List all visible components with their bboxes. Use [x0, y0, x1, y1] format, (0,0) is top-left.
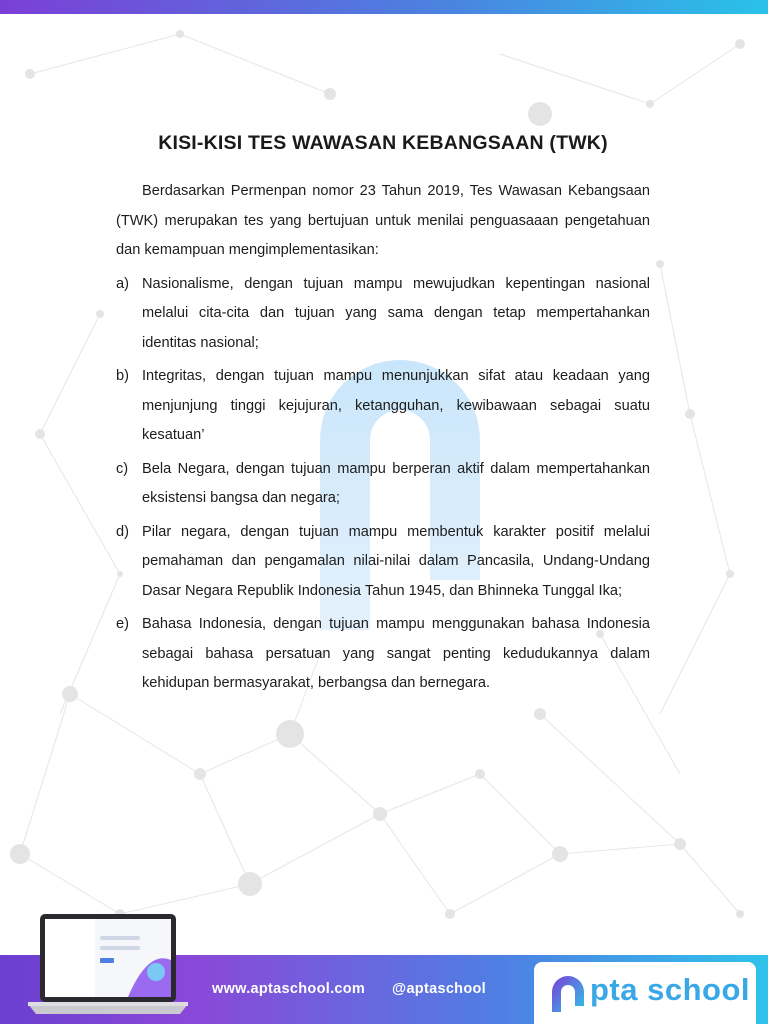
list-item-text: Pilar negara, dengan tujuan mampu membentuk karakter positif melalui pemahaman dan pengamalan nilai-nilai dalam Pancasila, Undang-Undang Dasar Negara Republik Indonesia Tahun 1945, dan Bhinneka Tunggal Ika;: [142, 523, 650, 599]
list-marker: a): [116, 275, 129, 292]
top-gradient-bar: [0, 0, 768, 14]
list-marker: c): [116, 460, 129, 477]
document-title: KISI-KISI TES WAWASAN KEBANGSAAN (TWK): [158, 132, 608, 154]
apta-logo-icon: [548, 974, 588, 1012]
list-item-text: Integritas, dengan tujuan mampu menunjukkan sifat atau keadaan yang menjunjung tinggi kejujuran, ketangguhan, kewibawaan sebagai suatu kesatuan’: [142, 368, 650, 443]
list-item: [116, 455, 650, 514]
apta-school-logo[interactable]: [534, 962, 756, 1024]
logo-wordmark: [590, 972, 750, 1008]
list-item-text: Bahasa Indonesia, dengan tujuan mampu menggunakan bahasa Indonesia sebagai bahasa persatuan yang sangat penting kedudukannya dalam kehidupan bermasyarakat, berbangsa dan bernegara.: [142, 616, 650, 691]
list-item-text: Bela Negara, dengan tujuan mampu berperan aktif dalam mempertahankan eksistensi bangsa dan negara;: [142, 460, 650, 506]
footer-website-link[interactable]: www.aptaschool.com: [212, 981, 366, 997]
intro-paragraph: Berdasarkan Permenpan nomor 23 Tahun 2019, Tes Wawasan Kebangsaan (TWK) merupakan tes yang bertujuan untuk menilai penguasaaan pengetahuan dan kemampuan mengimplementasikan:: [116, 183, 650, 258]
laptop-icon: [28, 910, 188, 1020]
list-marker: e): [116, 616, 129, 632]
footer-social-handle[interactable]: @aptaschool: [392, 981, 486, 997]
document-body: [116, 132, 650, 703]
list-item: [116, 270, 650, 359]
list-item: [116, 610, 650, 699]
list-item: [116, 518, 650, 607]
list-marker: d): [116, 523, 129, 540]
list-item: [116, 362, 650, 451]
logo-wordmark-second: school: [638, 972, 751, 1007]
logo-wordmark-main: pta: [590, 972, 638, 1007]
list-item-text: Nasionalisme, dengan tujuan mampu mewujudkan kepentingan nasional melalui cita-cita dan tujuan yang sama dengan tetap mempertahankan identitas nasional;: [142, 275, 650, 351]
list-marker: b): [116, 368, 129, 384]
